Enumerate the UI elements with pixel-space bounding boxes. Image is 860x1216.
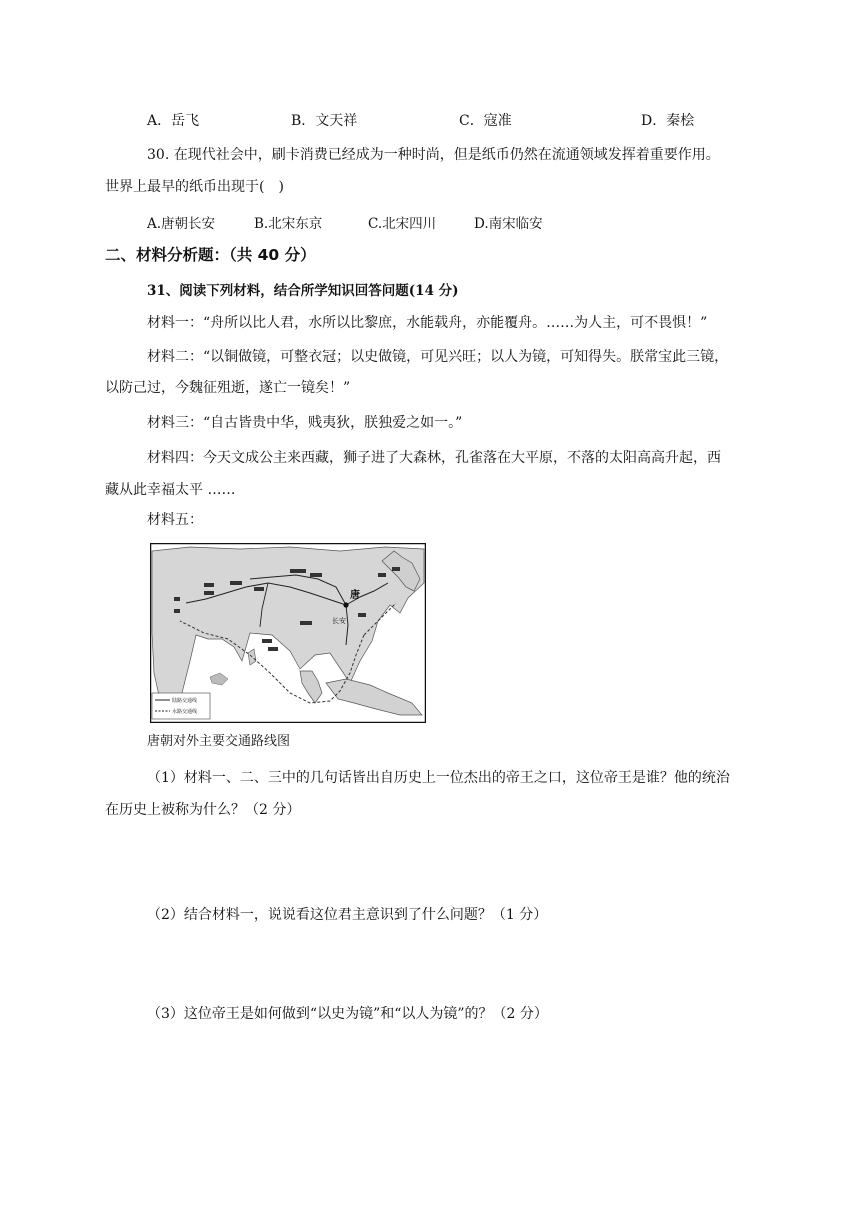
legend-sea-route: 水路交通线 bbox=[172, 709, 198, 715]
material-4-line1: 材料四：今天文成公主来西藏，狮子进了大森林，孔雀落在大平原，不落的太阳高高升起，西 bbox=[147, 450, 721, 466]
material-1: 材料一：“舟所以比人君，水所以比黎庶，水能载舟，亦能覆舟。……为人主，可不畏惧！” bbox=[147, 315, 708, 331]
material-2-line2: 以防己过，今魏征殂逝，遂亡一镜矣！” bbox=[105, 380, 351, 396]
map-label-chang-an: 长安 bbox=[332, 617, 346, 625]
material-5-label: 材料五： bbox=[147, 512, 203, 528]
q29-option-d: D．秦桧 bbox=[641, 113, 695, 129]
q29-option-a: A．岳飞 bbox=[147, 113, 200, 129]
q30-option-b: B.北宋东京 bbox=[254, 216, 323, 232]
map-caption: 唐朝对外主要交通路线图 bbox=[147, 734, 291, 749]
map-label-tang: 唐 bbox=[350, 590, 360, 601]
tang-trade-routes-map bbox=[150, 543, 426, 723]
subquestion-3: （3）这位帝王是如何做到“以史为镜”和“以人为镜”的？（2 分） bbox=[147, 1006, 548, 1022]
q29-option-b: B．文天祥 bbox=[291, 113, 358, 129]
q30-option-c: C.北宋四川 bbox=[368, 216, 437, 232]
material-3: 材料三：“自古皆贵中华，贱夷狄，朕独爱之如一。” bbox=[147, 415, 463, 431]
q29-option-c: C．寇准 bbox=[459, 113, 512, 129]
q30-option-a: A.唐朝长安 bbox=[147, 216, 216, 232]
material-4-line2: 藏从此幸福太平 …… bbox=[105, 482, 236, 498]
subquestion-1-line2: 在历史上被称为什么？（2 分） bbox=[105, 802, 301, 818]
subquestion-2: （2）结合材料一，说说看这位君主意识到了什么问题？（1 分） bbox=[147, 907, 548, 923]
q30-stem-line2: 世界上最早的纸币出现于( ) bbox=[105, 179, 284, 195]
legend-land-route: 陆路交通线 bbox=[172, 698, 198, 704]
subquestion-1-line1: （1）材料一、二、三中的几句话皆出自历史上一位杰出的帝王之口，这位帝王是谁？他的统治 bbox=[147, 770, 730, 786]
material-2-line1: 材料二：“以铜做镜，可整衣冠；以史做镜，可见兴旺；以人为镜，可知得失。朕常宝此三镜， bbox=[147, 349, 729, 365]
q30-stem-line1: 30. 在现代社会中，刷卡消费已经成为一种时尚，但是纸币仍然在流通领域发挥着重要作用。 bbox=[147, 147, 720, 163]
q30-option-d: D.南宋临安 bbox=[474, 216, 543, 232]
q31-title: 31、阅读下列材料，结合所学知识回答问题(14 分) bbox=[147, 283, 459, 299]
section-title: 二、材料分析题：（共 40 分） bbox=[105, 246, 316, 264]
